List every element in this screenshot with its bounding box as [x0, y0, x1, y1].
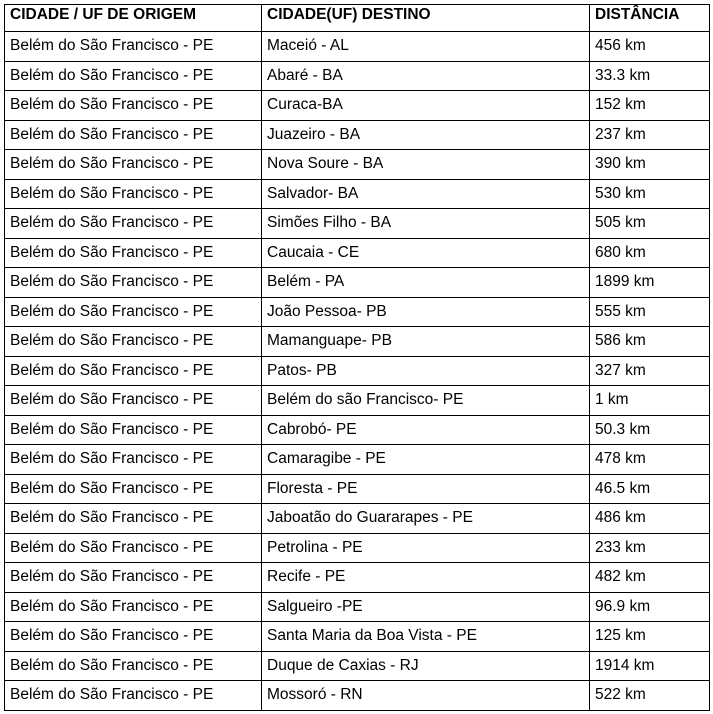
cell-origin: Belém do São Francisco - PE [5, 445, 262, 475]
cell-origin: Belém do São Francisco - PE [5, 504, 262, 534]
cell-destination: Belém - PA [262, 268, 590, 298]
cell-destination: Cabrobó- PE [262, 415, 590, 445]
table-row [5, 327, 710, 357]
cell-distance: 327 km [590, 356, 710, 386]
table-row [5, 238, 710, 268]
table-row [5, 268, 710, 298]
cell-destination: Floresta - PE [262, 474, 590, 504]
cell-origin: Belém do São Francisco - PE [5, 356, 262, 386]
cell-distance: 522 km [590, 681, 710, 711]
cell-origin: Belém do São Francisco - PE [5, 592, 262, 622]
cell-destination: Simões Filho - BA [262, 209, 590, 239]
cell-destination: Camaragibe - PE [262, 445, 590, 475]
cell-distance: 586 km [590, 327, 710, 357]
cell-distance: 482 km [590, 563, 710, 593]
table-row [5, 386, 710, 416]
table-row [5, 445, 710, 475]
cell-destination: Juazeiro - BA [262, 120, 590, 150]
table-row [5, 622, 710, 652]
cell-distance: 237 km [590, 120, 710, 150]
cell-origin: Belém do São Francisco - PE [5, 120, 262, 150]
cell-destination: Belém do são Francisco- PE [262, 386, 590, 416]
cell-origin: Belém do São Francisco - PE [5, 209, 262, 239]
cell-destination: Nova Soure - BA [262, 150, 590, 180]
table-row [5, 356, 710, 386]
cell-origin: Belém do São Francisco - PE [5, 386, 262, 416]
cell-origin: Belém do São Francisco - PE [5, 474, 262, 504]
cell-distance: 390 km [590, 150, 710, 180]
table-row [5, 563, 710, 593]
cell-origin: Belém do São Francisco - PE [5, 297, 262, 327]
cell-origin: Belém do São Francisco - PE [5, 32, 262, 62]
cell-origin: Belém do São Francisco - PE [5, 238, 262, 268]
table-row [5, 179, 710, 209]
table-row [5, 681, 710, 711]
cell-distance: 96.9 km [590, 592, 710, 622]
table-row [5, 32, 710, 62]
cell-destination: Curaca-BA [262, 91, 590, 121]
cell-destination: Mossoró - RN [262, 681, 590, 711]
cell-origin: Belém do São Francisco - PE [5, 268, 262, 298]
cell-destination: Salgueiro -PE [262, 592, 590, 622]
cell-origin: Belém do São Francisco - PE [5, 563, 262, 593]
table-row [5, 209, 710, 239]
cell-distance: 478 km [590, 445, 710, 475]
cell-destination: Recife - PE [262, 563, 590, 593]
cell-destination: Abaré - BA [262, 61, 590, 91]
distance-table [4, 4, 710, 711]
cell-origin: Belém do São Francisco - PE [5, 179, 262, 209]
cell-origin: Belém do São Francisco - PE [5, 327, 262, 357]
cell-distance: 233 km [590, 533, 710, 563]
cell-destination: Caucaia - CE [262, 238, 590, 268]
header-distance: DISTÂNCIA [590, 5, 710, 32]
cell-origin: Belém do São Francisco - PE [5, 533, 262, 563]
cell-destination: Petrolina - PE [262, 533, 590, 563]
header-row [5, 5, 710, 32]
cell-distance: 46.5 km [590, 474, 710, 504]
table-row [5, 297, 710, 327]
cell-distance: 125 km [590, 622, 710, 652]
table-row [5, 504, 710, 534]
table-row [5, 150, 710, 180]
table-row [5, 91, 710, 121]
cell-destination: Patos- PB [262, 356, 590, 386]
cell-distance: 152 km [590, 91, 710, 121]
cell-destination: Mamanguape- PB [262, 327, 590, 357]
cell-distance: 1 km [590, 386, 710, 416]
cell-origin: Belém do São Francisco - PE [5, 651, 262, 681]
cell-distance: 1899 km [590, 268, 710, 298]
table-row [5, 592, 710, 622]
cell-distance: 505 km [590, 209, 710, 239]
cell-destination: Salvador- BA [262, 179, 590, 209]
table-row [5, 651, 710, 681]
table-row [5, 415, 710, 445]
cell-distance: 1914 km [590, 651, 710, 681]
table-row [5, 120, 710, 150]
cell-distance: 456 km [590, 32, 710, 62]
table-row [5, 474, 710, 504]
cell-destination: Santa Maria da Boa Vista - PE [262, 622, 590, 652]
cell-destination: Duque de Caxias - RJ [262, 651, 590, 681]
cell-distance: 486 km [590, 504, 710, 534]
cell-origin: Belém do São Francisco - PE [5, 415, 262, 445]
table-body [5, 32, 710, 711]
cell-distance: 50.3 km [590, 415, 710, 445]
table-header [5, 5, 710, 32]
cell-origin: Belém do São Francisco - PE [5, 61, 262, 91]
table-row [5, 61, 710, 91]
cell-distance: 680 km [590, 238, 710, 268]
header-origin: CIDADE / UF DE ORIGEM [5, 5, 262, 32]
cell-distance: 530 km [590, 179, 710, 209]
cell-origin: Belém do São Francisco - PE [5, 681, 262, 711]
cell-origin: Belém do São Francisco - PE [5, 622, 262, 652]
cell-origin: Belém do São Francisco - PE [5, 91, 262, 121]
cell-origin: Belém do São Francisco - PE [5, 150, 262, 180]
cell-distance: 555 km [590, 297, 710, 327]
header-destination: CIDADE(UF) DESTINO [262, 5, 590, 32]
cell-distance: 33.3 km [590, 61, 710, 91]
table-row [5, 533, 710, 563]
cell-destination: Jaboatão do Guararapes - PE [262, 504, 590, 534]
cell-destination: Maceió - AL [262, 32, 590, 62]
cell-destination: João Pessoa- PB [262, 297, 590, 327]
